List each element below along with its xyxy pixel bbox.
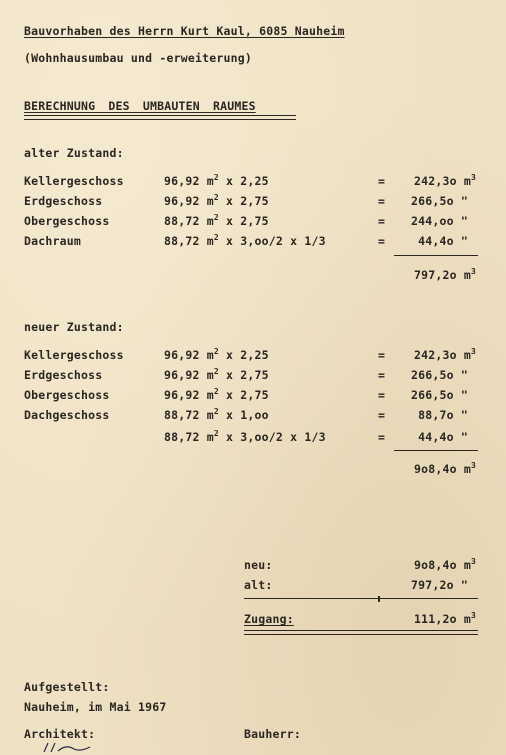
- room-volume: 244,oo ": [411, 214, 468, 228]
- room-formula: 96,92 $m^2$ x 2,75: [164, 193, 269, 208]
- signature-scribble: [40, 740, 100, 754]
- equals-sign: =: [378, 214, 386, 228]
- room-volume: 88,7o ": [418, 408, 468, 422]
- place-date: Nauheim, im Mai 1967: [24, 700, 167, 714]
- room-volume: 44,4o ": [418, 430, 468, 444]
- summary-double-rule: [244, 630, 478, 635]
- sum-rule: [394, 450, 478, 451]
- aufgestellt-label: Aufgestellt:: [24, 680, 110, 694]
- room-volume: 266,5o ": [411, 388, 468, 402]
- equals-sign: =: [378, 368, 386, 382]
- alt-total: 797,2o $m^3$: [413, 267, 476, 282]
- bauherr-label: Bauherr:: [244, 727, 301, 741]
- project-subtitle: (Wohnhausumbau und -erweiterung): [24, 51, 252, 65]
- room-formula: 96,92 $m^2$ x 2,25: [164, 173, 269, 188]
- sum-rule: [394, 255, 478, 256]
- room-name: Kellergeschoss: [24, 348, 124, 362]
- summary-alt-value: 797,2o ": [411, 578, 468, 592]
- room-formula: 96,92 $m^2$ x 2,75: [164, 387, 269, 402]
- calc-heading: BERECHNUNG DES UMBAUTEN RAUMES: [24, 99, 256, 113]
- equals-sign: =: [378, 430, 386, 444]
- room-formula: 88,72 $m^2$ x 1,oo: [164, 407, 269, 422]
- equals-sign: =: [378, 234, 386, 248]
- room-name: Obergeschoss: [24, 388, 110, 402]
- room-name: Kellergeschoss: [24, 174, 124, 188]
- room-volume: 266,5o ": [411, 194, 468, 208]
- room-formula: 88,72 $m^2$ x 3,oo/2 x 1/3: [164, 233, 326, 248]
- equals-sign: =: [378, 174, 386, 188]
- neu-total: 9o8,4o $m^3$: [413, 461, 476, 476]
- room-name: Erdgeschoss: [24, 368, 103, 382]
- pencil-tick-mark: [378, 596, 380, 602]
- room-name: Erdgeschoss: [24, 194, 103, 208]
- summary-rule: [244, 598, 478, 599]
- equals-sign: =: [378, 388, 386, 402]
- summary-neu-value: 9o8,4o $m^3$: [413, 557, 476, 572]
- room-volume: 242,3o $m^3$: [413, 173, 476, 188]
- summary-neu-label: neu:: [244, 558, 273, 572]
- neu-heading: neuer Zustand:: [24, 320, 124, 334]
- equals-sign: =: [378, 194, 386, 208]
- alt-heading: alter Zustand:: [24, 146, 124, 160]
- equals-sign: =: [378, 348, 386, 362]
- room-formula: 96,92 $m^2$ x 2,25: [164, 347, 269, 362]
- heading-double-rule: [24, 115, 296, 120]
- architekt-label: Architekt:: [24, 727, 96, 741]
- room-formula: 88,72 $m^2$ x 3,oo/2 x 1/3: [164, 429, 326, 444]
- room-volume: 44,4o ": [418, 234, 468, 248]
- room-formula: 88,72 $m^2$ x 2,75: [164, 213, 269, 228]
- room-name: Dachraum: [24, 234, 81, 248]
- project-title: Bauvorhaben des Herrn Kurt Kaul, 6085 Nauheim: [24, 24, 345, 38]
- room-formula: 96,92 $m^2$ x 2,75: [164, 367, 269, 382]
- room-name: Dachgeschoss: [24, 408, 110, 422]
- room-volume: 242,3o $m^3$: [413, 347, 476, 362]
- zugang-value: 111,2o $m^3$: [413, 611, 476, 626]
- equals-sign: =: [378, 408, 386, 422]
- room-volume: 266,5o ": [411, 368, 468, 382]
- room-name: Obergeschoss: [24, 214, 110, 228]
- summary-alt-label: alt:: [244, 578, 273, 592]
- zugang-label: Zugang:: [244, 612, 294, 626]
